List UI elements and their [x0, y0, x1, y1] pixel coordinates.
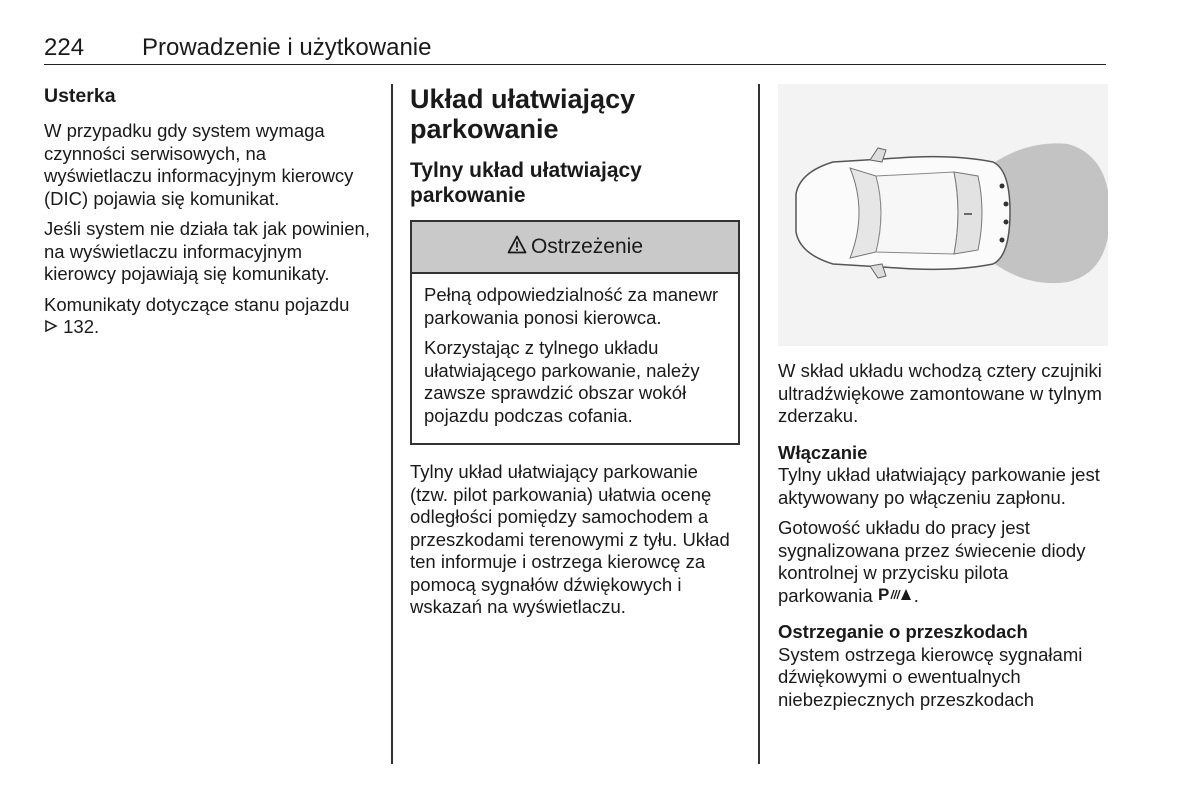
paragraph: W przypadku gdy system wymaga czynności serwisowych, na wyświetlaczu informacyjnym kierowcy (DIC) pojawia się komunikat. [44, 120, 354, 209]
svg-text:P: P [877, 585, 890, 602]
column-2 [410, 84, 740, 627]
warning-body [412, 274, 738, 443]
subsection-title: Tylny układ ułatwiający parkowanie [410, 159, 642, 207]
paragraph: Gotowość układu do pracy jest sygnalizowana przez świecenie diody kontrolnej w przycisku pilota parkowania P . [778, 517, 1086, 606]
malfunction-heading: Usterka [44, 85, 116, 107]
paragraph: System ostrzega kierowcę sygnałami dźwiękowymi o ewentualnych niebezpiecznych przeszkodach [778, 643, 1083, 710]
warning-title: Ostrzeżenie [530, 234, 644, 258]
column-divider [391, 84, 393, 764]
warning-paragraph: Pełną odpowiedzialność za manewr parkowania ponosi kierowca. [424, 284, 719, 328]
vehicle-messages-text: Komunikaty dotyczące stanu pojazdu [44, 293, 350, 315]
activation-heading: Włączanie [778, 441, 868, 463]
body-paragraph: Tylny układ ułatwiający parkowanie (tzw. pilot parkowania) ułatwia ocenę odległości pomiędzy samochodem a przeszkodami terenowymi z tyłu. Układ ten informuje i ostrzega kierowcę za pomocą sygnałów dźwiękowych i wskazań na wyświetlaczu. [410, 461, 730, 617]
column-divider [758, 84, 760, 764]
warning-header [412, 222, 738, 274]
obstacle-warning-heading: Ostrzeganie o przeszkodach [778, 621, 1028, 642]
page-header [44, 34, 1106, 65]
paragraph [44, 294, 378, 341]
paragraph: Tylny układ ułatwiający parkowanie jest aktywowany po włączeniu zapłonu. [778, 464, 1100, 508]
status-led-text: Gotowość układu do pracy jest sygnalizowana przez świecenie diody kontrolnej w przycisku pilota parkowania [778, 517, 1086, 606]
warning-paragraph: Korzystając z tylnego układu ułatwiającego parkowanie, należy zawsze sprawdzić obszar wokół pojazdu podczas cofania. [424, 337, 700, 426]
arrow-reference-icon [44, 318, 58, 341]
page-reference[interactable]: 132. [63, 316, 100, 337]
parking-sensor-illustration [778, 84, 1108, 346]
column-1 [44, 84, 378, 349]
parking-pilot-icon [878, 585, 914, 606]
column-3 [778, 84, 1108, 719]
page-title: Prowadzenie i użytkowanie [142, 34, 432, 61]
warning-box [410, 220, 740, 445]
intro-paragraph: W skład układu wchodzą cztery czujniki ultradźwiękowe zamontowane w tylnym zderzaku. [778, 360, 1102, 426]
paragraph: Jeśli system nie działa tak jak powinien, na wyświetlaczu informacyjnym kierowcy pojawiają się komunikaty. [44, 218, 370, 284]
page-number: 224 [44, 34, 85, 61]
warning-triangle-icon [507, 235, 527, 260]
section-title: Układ ułatwiający parkowanie [410, 84, 636, 144]
